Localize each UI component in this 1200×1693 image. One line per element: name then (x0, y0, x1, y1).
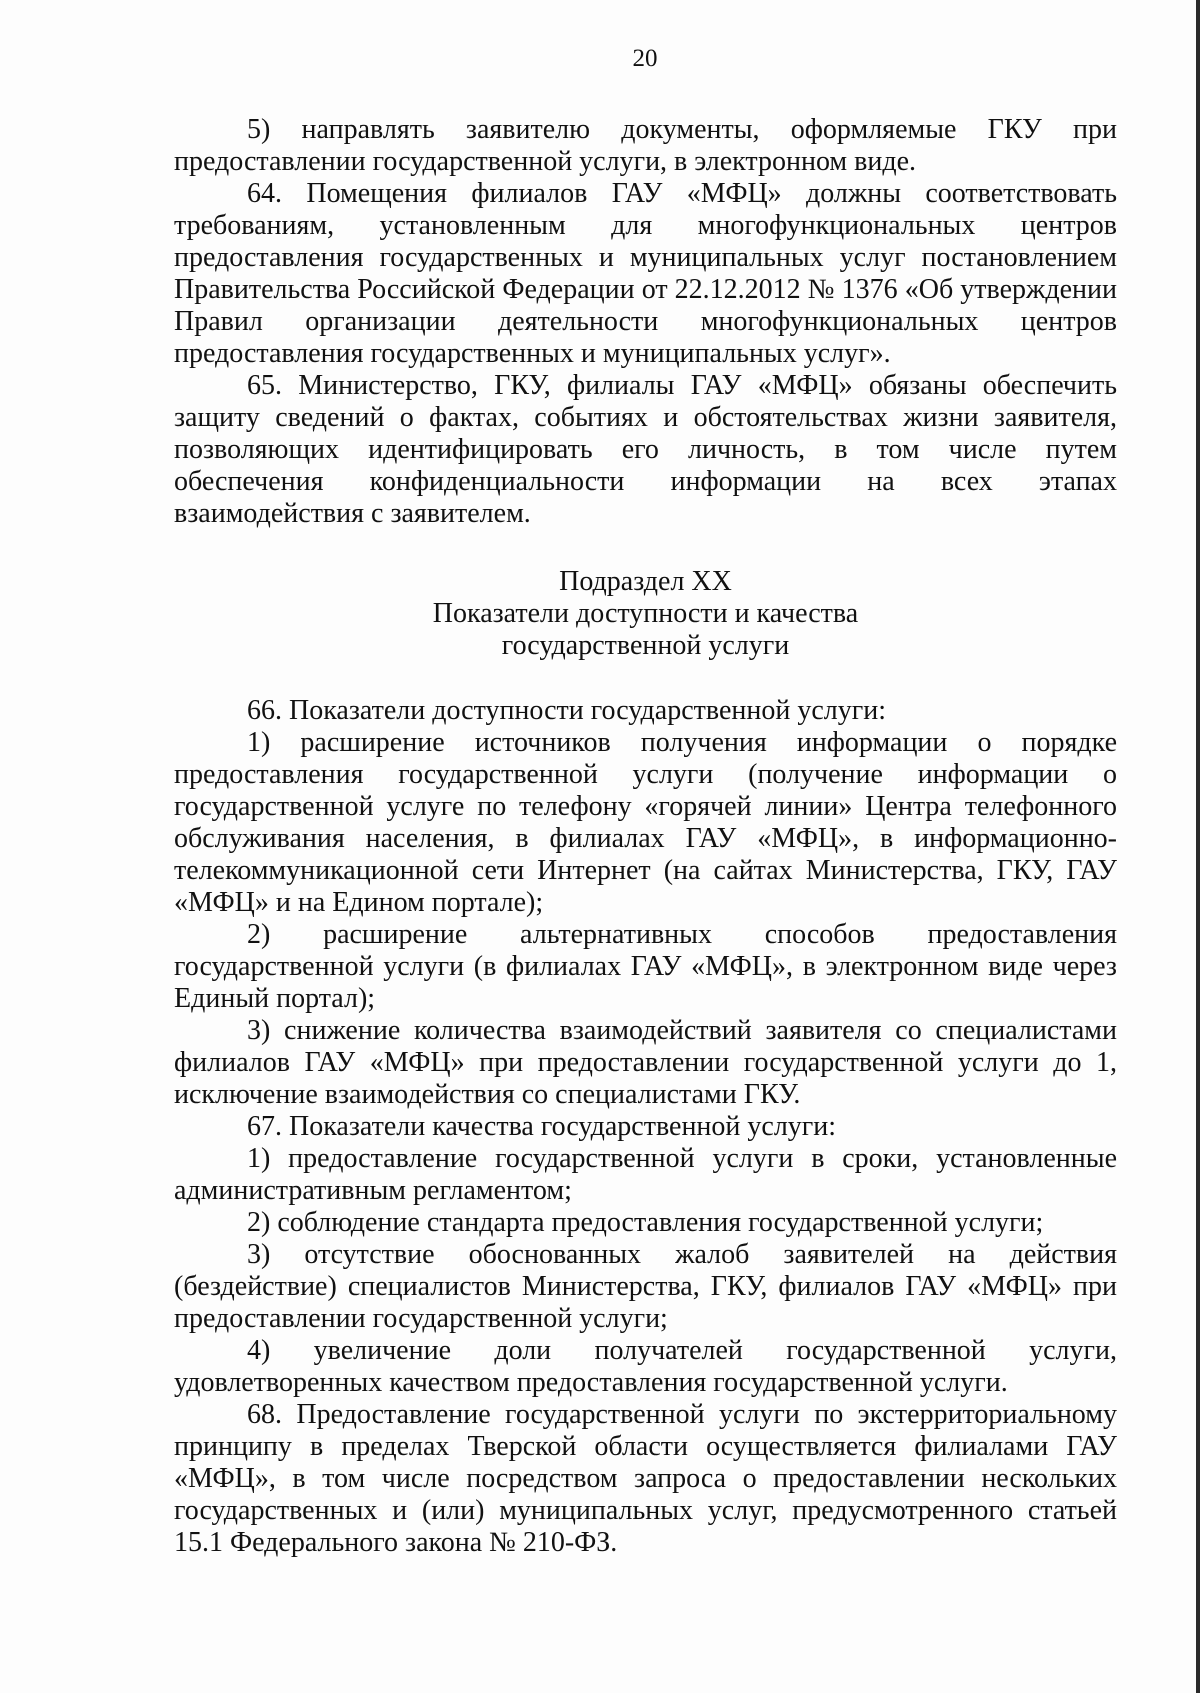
paragraph-item-5: 5) направлять заявителю документы, оформляемые ГКУ при предоставлении государственной услуги, в электронном виде. (174, 114, 1117, 177)
paragraph-66-item-3: 3) снижение количества взаимодействий заявителя со специалистами филиалов ГАУ «МФЦ» при предоставлении государственной услуги до 1, исключение взаимодействия со специалистами ГКУ. (174, 1015, 1117, 1110)
paragraph-66: 66. Показатели доступности государственной услуги: (247, 695, 886, 726)
subsection-heading (174, 566, 1117, 662)
subsection-title-line-1: Показатели доступности и качества (432, 598, 859, 629)
paragraph-68: 68. Предоставление государственной услуги по экстерриториальному принципу в пределах Тверской области осуществляется филиалами ГАУ «МФЦ», в том числе посредством запроса о предоставлении нескольких государственных и (или) муниципальных услуг, предусмотренного статьей 15.1 Федерального закона № 210-ФЗ. (174, 1399, 1117, 1558)
paragraph-65: 65. Министерство, ГКУ, филиалы ГАУ «МФЦ» обязаны обеспечить защиту сведений о фактах, событиях и обстоятельствах жизни заявителя, позволяющих идентифицировать его личность, в том числе путем обеспечения конфиденциальности информации на всех этапах взаимодействия с заявителем. (174, 370, 1117, 529)
paragraph-64: 64. Помещения филиалов ГАУ «МФЦ» должны соответствовать требованиям, установленным для многофункциональных центров предоставления государственных и муниципальных услуг постановлением Правительства Российской Федерации от 22.12.2012 № 1376 «Об утверждении Правил организации деятельности многофункциональных центров предоставления государственных и муниципальных услуг». (174, 178, 1117, 369)
paragraph-67: 67. Показатели качества государственной услуги: (247, 1111, 837, 1142)
paragraph-67-item-4: 4) увеличение доли получателей государственной услуги, удовлетворенных качеством предоставления государственной услуги. (174, 1335, 1117, 1398)
paragraph-67-item-2: 2) соблюдение стандарта предоставления государственной услуги; (247, 1207, 1044, 1238)
page-number: 20 (632, 45, 658, 72)
paragraph-67-item-1: 1) предоставление государственной услуги в сроки, установленные административным регламентом; (174, 1143, 1117, 1206)
paragraph-66-item-2: 2) расширение альтернативных способов предоставления государственной услуги (в филиалах ГАУ «МФЦ», в электронном виде через Единый портал); (174, 919, 1117, 1014)
document-body (174, 114, 1117, 1559)
paragraph-66-item-1: 1) расширение источников получения информации о порядке предоставления государственной услуги (получение информации о государственной услуге по телефону «горячей линии» Центра телефонного обслуживания населения, в филиалах ГАУ «МФЦ», в информационно-телекоммуникационной сети Интернет (на сайтах Министерства, ГКУ, ГАУ «МФЦ» и на Едином портале); (174, 727, 1117, 918)
subsection-number: Подраздел XX (559, 566, 732, 597)
paragraph-67-item-3: 3) отсутствие обоснованных жалоб заявителей на действия (бездействие) специалистов Министерства, ГКУ, филиалов ГАУ «МФЦ» при предоставлении государственной услуги; (174, 1239, 1117, 1334)
subsection-title-line-2: государственной услуги (501, 630, 790, 661)
